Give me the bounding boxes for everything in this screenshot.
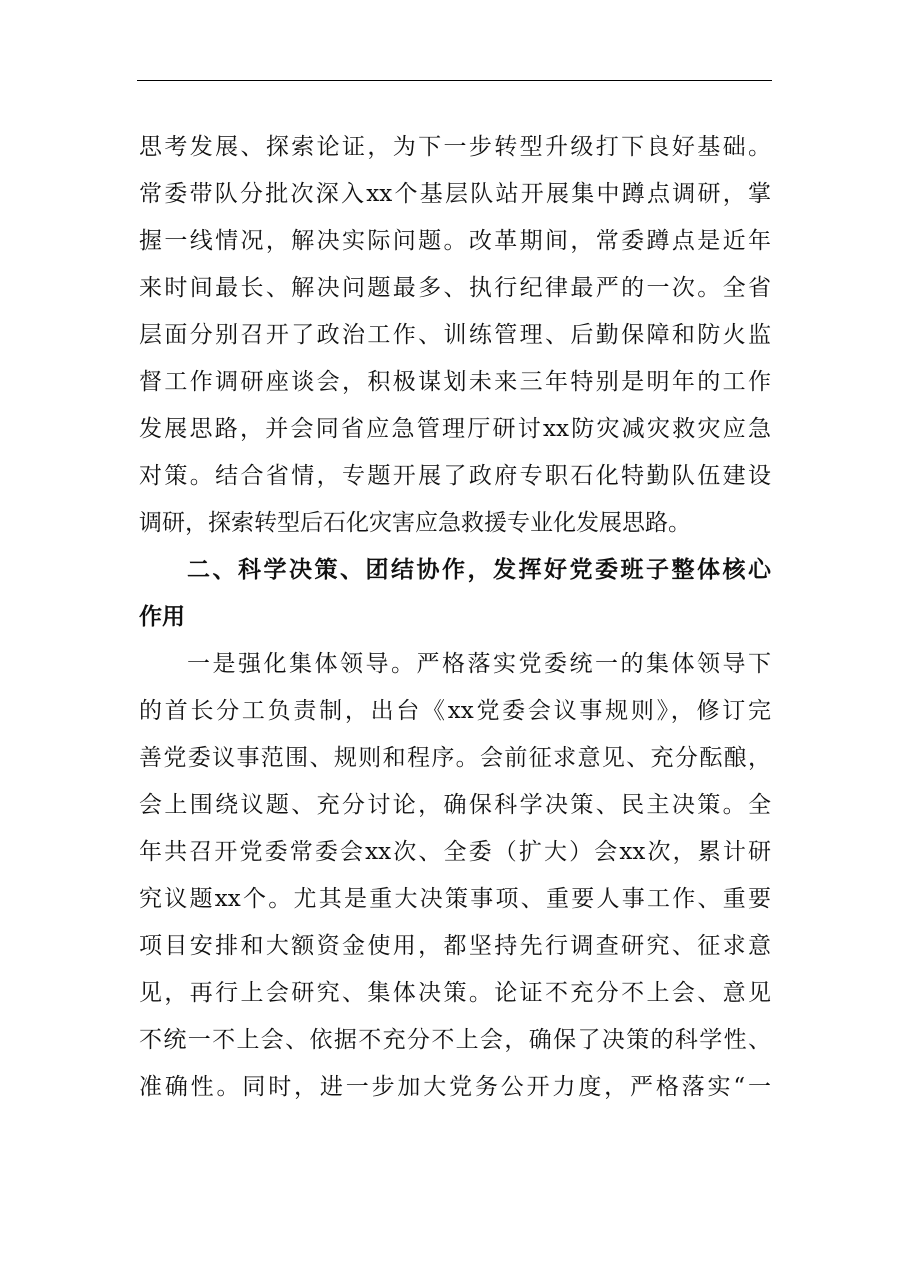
text-line: 思考发展、探索论证，为下一步转型升级打下良好基础。 xyxy=(139,134,771,160)
text-line: 握一线情况，解决实际问题。改革期间，常委蹲点是近年 xyxy=(139,228,771,254)
text-line: 项目安排和大额资金使用，都坚持先行调查研究、征求意 xyxy=(139,933,771,959)
text-line: 年共召开党委常委会xx次、全委（扩大）会xx次，累计研 xyxy=(139,839,771,865)
text-line: 准确性。同时，进一步加大党务公开力度，严格落实“一 xyxy=(139,1074,771,1100)
text-line: 善党委议事范围、规则和程序。会前征求意见、充分酝酿， xyxy=(139,745,771,771)
text-line: 的首长分工负责制，出台《xx党委会议事规则》，修订完 xyxy=(139,698,771,724)
text-line: 对策。结合省情，专题开展了政府专职石化特勤队伍建设 xyxy=(139,463,771,489)
text-line: 见，再行上会研究、集体决策。论证不充分不上会、意见 xyxy=(139,980,771,1006)
text-line: 究议题xx个。尤其是重大决策事项、重要人事工作、重要 xyxy=(139,886,771,912)
text-line: 来时间最长、解决问题最多、执行纪律最严的一次。全省 xyxy=(139,275,771,301)
text-line: 会上围绕议题、充分讨论，确保科学决策、民主决策。全 xyxy=(139,792,771,818)
text-line: 不统一不上会、依据不充分不上会，确保了决策的科学性、 xyxy=(139,1027,771,1053)
header-rule xyxy=(137,80,772,81)
document-body xyxy=(139,124,771,1111)
text-line: 督工作调研座谈会，积极谋划未来三年特别是明年的工作 xyxy=(139,369,771,395)
section-heading: 二、科学决策、团结协作，发挥好党委班子整体核心 xyxy=(187,557,771,583)
text-line: 调研，探索转型后石化灾害应急救援专业化发展思路。 xyxy=(139,510,691,536)
text-line: 层面分别召开了政治工作、训练管理、后勤保障和防火监 xyxy=(139,322,771,348)
text-line: 发展思路，并会同省应急管理厅研讨xx防灾减灾救灾应急 xyxy=(139,416,771,442)
text-line: 常委带队分批次深入xx个基层队站开展集中蹲点调研，掌 xyxy=(139,181,771,207)
section-heading: 作用 xyxy=(139,604,185,630)
text-line: 一是强化集体领导。严格落实党委统一的集体领导下 xyxy=(187,651,771,677)
